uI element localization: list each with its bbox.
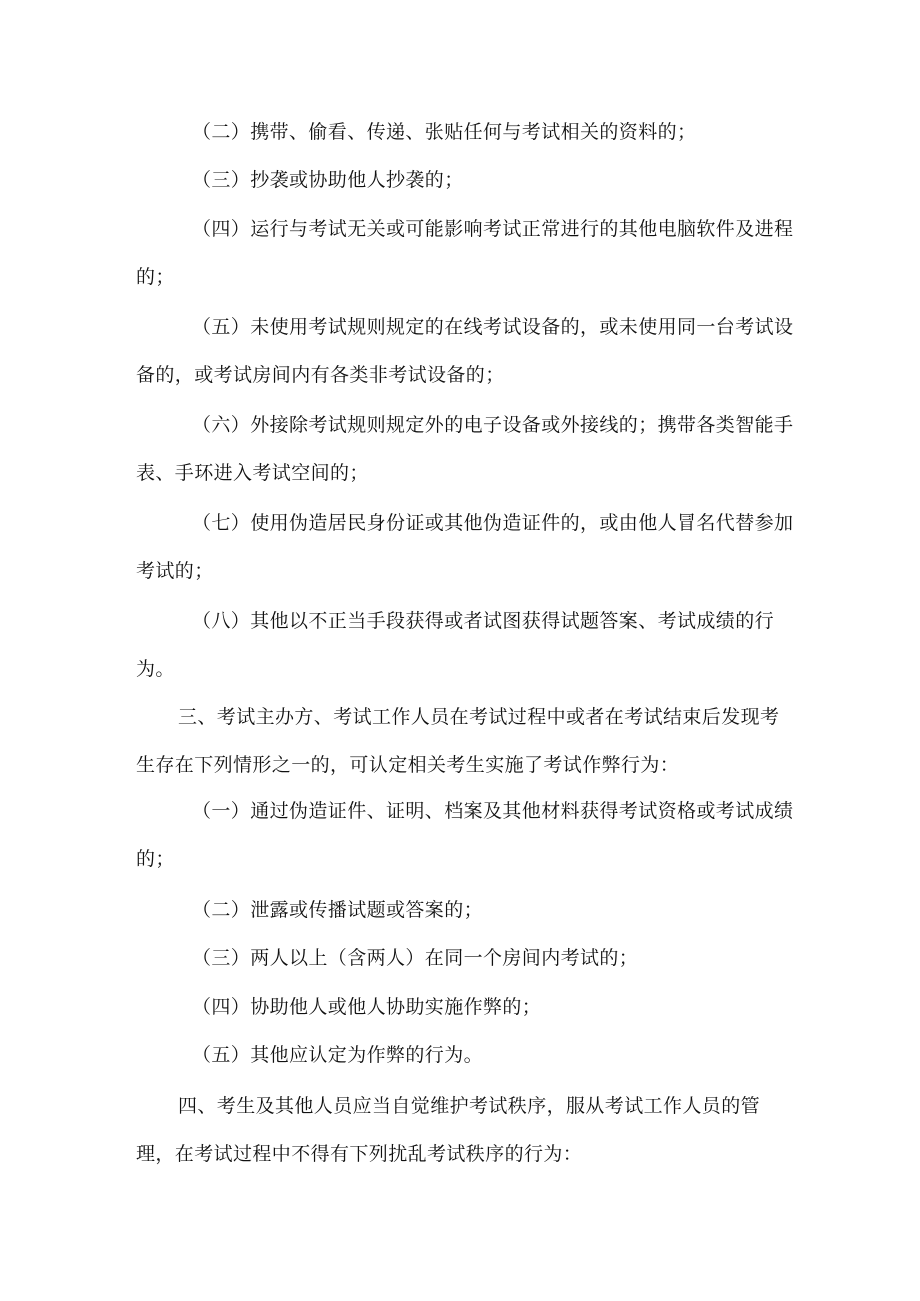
paragraph-item-6-external-devices: （六）外接除考试规则规定外的电子设备或外接线的；携带各类智能手表、手环进入考试空间的； — [136, 414, 794, 484]
paragraph-item-5-devices: （五）未使用考试规则规定的在线考试设备的，或未使用同一台考试设备的，或考试房间内有各类非考试设备的； — [136, 316, 794, 386]
paragraph-item-3-same-room: （三）两人以上（含两人）在同一个房间内考试的； — [192, 947, 639, 969]
paragraph-item-2-leaking: （二）泄露或传播试题或答案的； — [192, 899, 484, 921]
paragraph-item-7-forged-id: （七）使用伪造居民身份证或其他伪造证件的，或由他人冒名代替参加考试的； — [136, 512, 794, 582]
paragraph-section-4-heading: 四、考生及其他人员应当自觉维护考试秩序，服从考试工作人员的管理，在考试过程中不得有下列扰乱考试秩序的行为： — [136, 1095, 761, 1165]
paragraph-item-5-other-cheating: （五）其他应认定为作弊的行为。 — [192, 1044, 484, 1066]
paragraph-item-3-copying: （三）抄袭或协助他人抄袭的； — [192, 169, 464, 191]
paragraph-item-1-forged-materials: （一）通过伪造证件、证明、档案及其他材料获得考试资格或考试成绩的； — [136, 800, 794, 870]
paragraph-item-8-other-improper: （八）其他以不正当手段获得或者试图获得试题答案、考试成绩的行为。 — [136, 610, 775, 680]
paragraph-item-4-software: （四）运行与考试无关或可能影响考试正常进行的其他电脑软件及进程的； — [136, 218, 794, 288]
paragraph-item-2-carry-materials: （二）携带、偷看、传递、张贴任何与考试相关的资料的； — [192, 121, 697, 143]
paragraph-item-4-assisting: （四）协助他人或他人协助实施作弊的； — [192, 996, 542, 1018]
paragraph-section-3-heading: 三、考试主办方、考试工作人员在考试过程中或者在考试结束后发现考生存在下列情形之一的，可认定相关考生实施了考试作弊行为： — [136, 706, 780, 776]
